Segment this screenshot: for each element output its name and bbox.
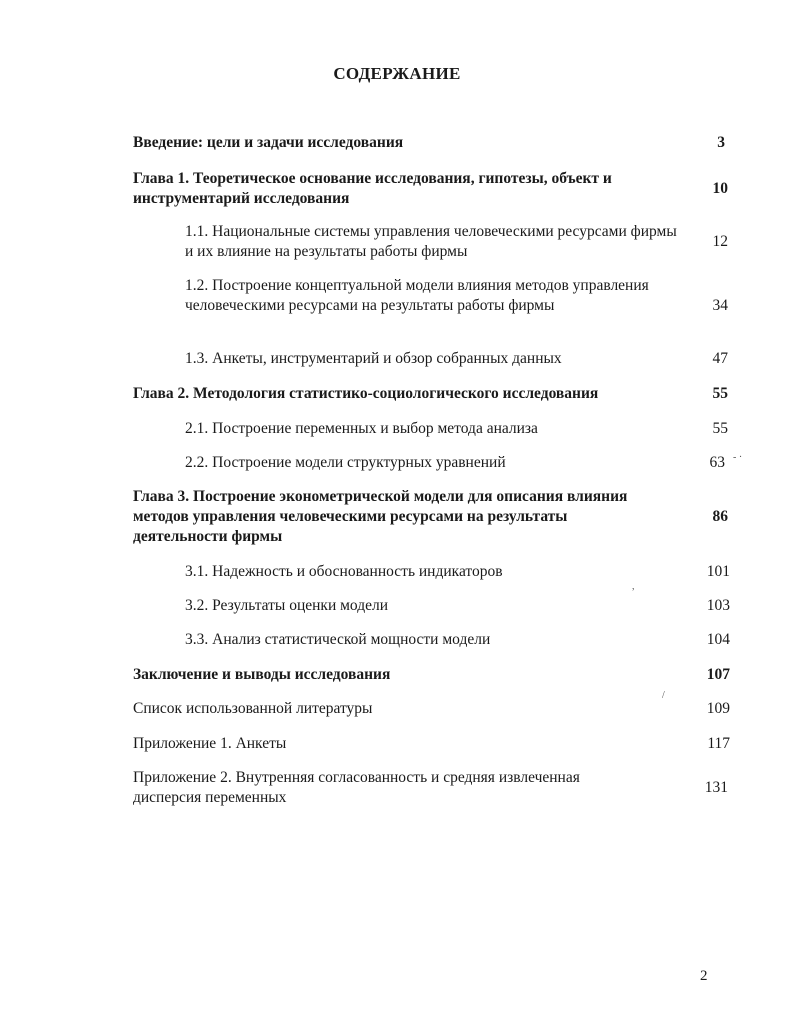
toc-entry-label: 2.1. Построение переменных и выбор метода анализа [185,420,538,437]
toc-entry-label: Список использованной литературы [133,700,373,717]
toc-entry-label: Глава 2. Методология статистико-социологического исследования [133,385,599,402]
toc-entry-page: 12 [712,233,728,250]
toc-entry-page: 3 [717,134,725,151]
toc-entry-label: 3.2. Результаты оценки модели [185,597,389,614]
scan-speck: - · [733,452,743,463]
toc-entry-label: Заключение и выводы исследования [133,666,391,683]
toc-entry-section-3-2 [185,596,745,616]
toc-entry-page: 86 [712,508,728,525]
toc-entry-page: 63 [709,454,725,471]
toc-entry-chapter-1 [133,169,733,209]
toc-entry-label: 1.2. Построение концептуальной модели влияния методов управления человеческими ресурсами на результаты работы фирмы [185,277,649,314]
toc-entry-page: 55 [712,385,728,402]
toc-entry-page: 109 [706,700,730,717]
toc-entry-page: 103 [706,597,730,614]
toc-entry-page: 55 [712,420,728,437]
toc-entry-page: 101 [706,563,730,580]
toc-entry-page: 47 [712,350,728,367]
toc-entry-section-3-3 [185,630,745,650]
scan-speck: / [662,690,665,701]
toc-entry-appendix-1 [133,734,733,754]
toc-entry-section-1-1 [185,222,745,262]
toc-entry-label: 1.1. Национальные системы управления человеческими ресурсами фирмы и их влияние на результаты работы фирмы [185,223,677,260]
toc-entry-label: Глава 3. Построение эконометрической модели для описания влияния методов управления человеческими ресурсами на результаты деятельности фирмы [133,488,628,545]
toc-entry-page: 131 [704,779,728,796]
toc-entry-label: Глава 1. Теоретическое основание исследования, гипотезы, объект и инструментарий исследования [133,170,612,207]
page-number: 2 [700,968,708,984]
toc-entry-page: 10 [712,180,728,197]
toc-entry-label: 3.1. Надежность и обоснованность индикаторов [185,563,503,580]
toc-entry-section-3-1 [185,562,745,582]
toc-entry-label: Введение: цели и задачи исследования [133,134,404,151]
toc-entry-section-2-2 [185,453,745,473]
toc-entry-chapter-2 [133,384,733,404]
toc-entry-introduction [133,133,733,153]
toc-entry-conclusion [133,665,733,685]
toc-entry-page: 107 [706,666,730,683]
scan-speck: , [632,581,635,592]
toc-entry-label: Приложение 1. Анкеты [133,735,287,752]
toc-entry-section-1-3 [185,349,745,369]
page-title: СОДЕРЖАНИЕ [333,64,461,83]
toc-entry-section-1-2 [185,276,745,336]
toc-entry-label: 2.2. Построение модели структурных уравнений [185,454,506,471]
toc-entry-bibliography [133,699,733,719]
toc-entry-page: 117 [707,735,730,752]
toc-entry-page: 104 [706,631,730,648]
toc-entry-chapter-3 [133,487,733,547]
toc-entry-section-2-1 [185,419,745,439]
toc-entry-label: 3.3. Анализ статистической мощности модели [185,631,491,648]
toc-entry-appendix-2 [133,768,733,808]
toc-entry-label: Приложение 2. Внутренняя согласованность и средняя извлеченная дисперсия переменных [133,769,580,806]
toc-entry-label: 1.3. Анкеты, инструментарий и обзор собранных данных [185,350,562,367]
toc-entry-page: 34 [712,297,728,314]
